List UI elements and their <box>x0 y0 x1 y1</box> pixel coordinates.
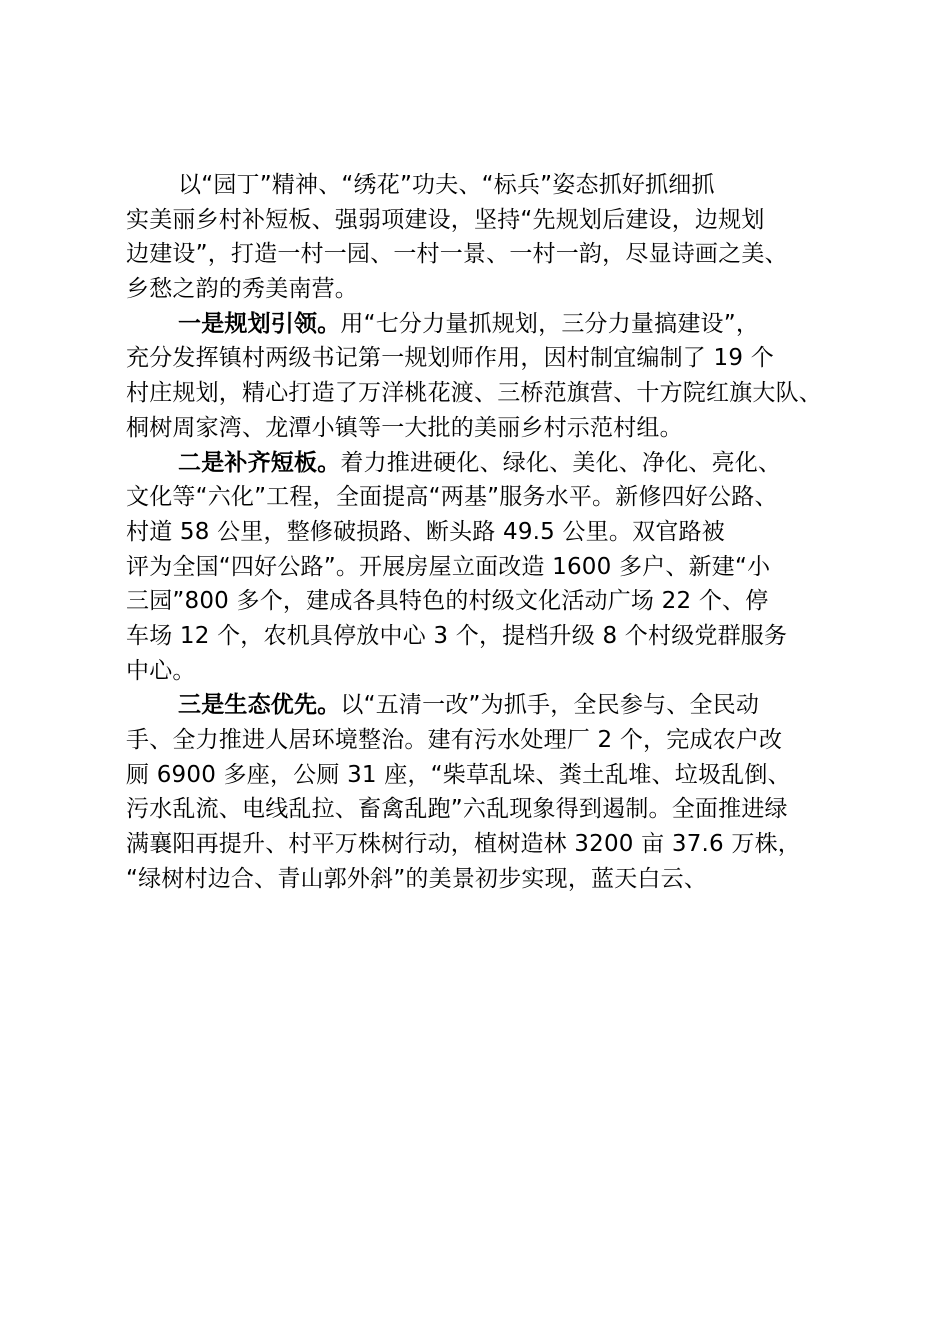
document-body <box>126 168 846 896</box>
text-line: 满襄阳再提升、村平万株树行动，植树造林 3200 亩 37.6 万株， <box>126 831 801 858</box>
text-line: 充分发挥镇村两级书记第一规划师作用，因村制宜编制了 19 个 <box>126 345 774 372</box>
text-line: 评为全国“四好公路”。开展房屋立面改造 1600 多户、新建“小 <box>126 553 771 580</box>
text-run: 以“五清一改”为抓手，全民参与、全民动 <box>340 692 760 719</box>
text-line <box>126 688 846 723</box>
text-line: 边建设”，打造一村一园、一村一景、一村一韵，尽显诗画之美、 <box>126 241 788 268</box>
text-line: 三园”800 多个，建成各具特色的村级文化活动广场 22 个、停 <box>126 588 769 615</box>
text-line: 文化等“六化”工程，全面提高“两基”服务水平。新修四好公路、 <box>126 484 778 511</box>
paragraph-shortboard <box>126 446 846 689</box>
paragraph-heading: 二是补齐短板。 <box>178 449 341 476</box>
paragraph-ecology <box>126 688 846 896</box>
text-line: 村庄规划，精心打造了万洋桃花渡、三桥范旗营、十方院红旗大队、 <box>126 380 822 407</box>
paragraph-heading: 三是生态优先。 <box>178 692 341 719</box>
text-line: 村道 58 公里，整修破损路、断头路 49.5 公里。双官路被 <box>126 518 725 545</box>
text-line: 桐树周家湾、龙潭小镇等一大批的美丽乡村示范村组。 <box>126 414 683 441</box>
text-line: 以“园丁”精神、“绣花”功夫、“标兵”姿态抓好抓细抓 <box>178 172 715 198</box>
text-line <box>126 446 846 481</box>
text-run: 用“七分力量抓规划，三分力量搞建设”， <box>340 310 760 337</box>
paragraph-heading: 一是规划引领。 <box>178 310 341 337</box>
text-line: 实美丽乡村补短板、强弱项建设，坚持“先规划后建设，边规划 <box>126 206 765 233</box>
paragraph-planning <box>126 307 846 446</box>
text-run: 着力推进硬化、绿化、美化、净化、亮化、 <box>340 449 782 476</box>
text-line <box>126 307 846 342</box>
text-line: 污水乱流、电线乱拉、畜禽乱跑”六乱现象得到遏制。全面推进绿 <box>126 796 788 823</box>
paragraph-intro <box>126 168 846 307</box>
text-line: 中心。 <box>126 657 196 684</box>
text-line: 手、全力推进人居环境整治。建有污水处理厂 2 个，完成农户改 <box>126 727 783 753</box>
text-line: 厕 6900 多座，公厕 31 座，“柴草乱垛、粪土乱堆、垃圾乱倒、 <box>126 761 791 788</box>
text-line: 车场 12 个，农机具停放中心 3 个，提档升级 8 个村级党群服务 <box>126 622 788 649</box>
text-line: “绿树村边合、青山郭外斜”的美景初步实现，蓝天白云、 <box>126 865 708 892</box>
text-line: 乡愁之韵的秀美南营。 <box>126 276 358 303</box>
